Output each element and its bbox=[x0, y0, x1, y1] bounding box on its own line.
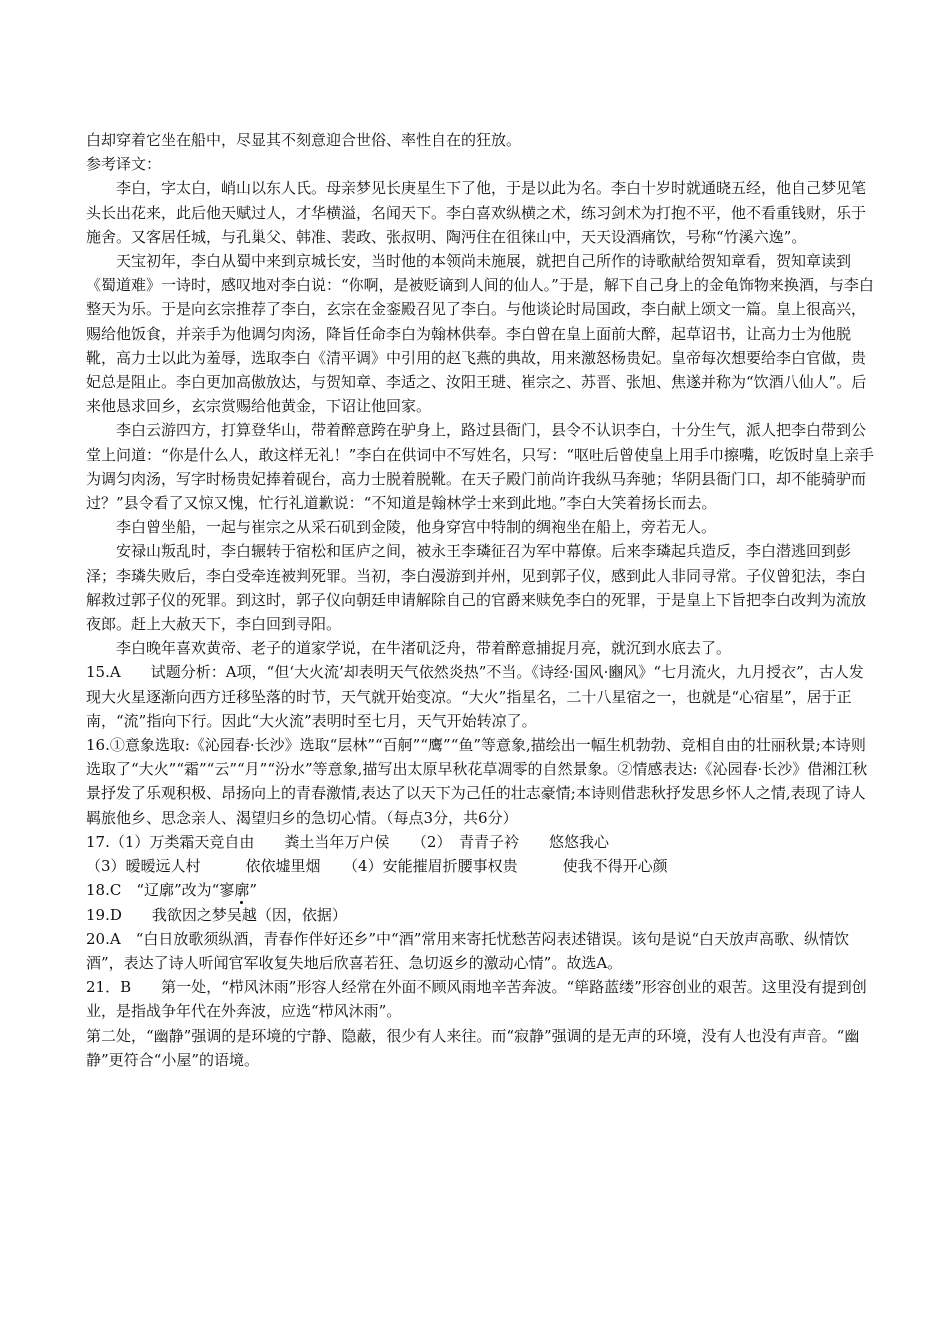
answer-20: 20.A “白日放歌须纵酒，青春作伴好还乡”中“酒”常用来寄托忧愁苦闷表述错误。该句是说“白天放声高歌、纵情饮酒”，表达了诗人听闻官军收复失地后欣喜若狂、急切返乡的激动心情”。故选A。 bbox=[86, 929, 850, 972]
answer-17-line-1: 17.（1）万类霜天竞自由 粪土当年万户侯 （2） 青青子衿 悠悠我心 bbox=[86, 832, 609, 851]
answer-18 bbox=[86, 878, 876, 902]
translation-paragraph: 李白晚年喜欢黄帝、老子的道家学说，在牛渚矶泛舟，带着醉意捕捉月亮，就沉到水底去了。 bbox=[116, 639, 732, 658]
answer-19: 19.D 我欲因之梦吴越（因，依据） bbox=[86, 905, 347, 924]
translation-paragraph: 安禄山叛乱时，李白辗转于宿松和匡庐之间，被永王李璘征召为军中幕僚。后来李璘起兵造反，李白潜逃回到彭泽；李璘失败后，李白受牵连被判死罪。当初，李白漫游到并州，见到郭子仪，感到此人非同寻常。子仪曾犯法，李白解救过郭子仪的死罪。到这时，郭子仪向朝廷申请解除自己的官爵来赎免李白的死罪，于是皇上下旨把李白改判为流放夜郎。赶上大赦天下，李白回到寻阳。 bbox=[86, 542, 867, 634]
answer-18-emphasis-char: 廓 bbox=[234, 881, 250, 900]
intro-line: 白却穿着它坐在船中，尽显其不刻意迎合世俗、率性自在的狂放。 bbox=[86, 131, 522, 149]
answer-21-part-1: 21．B 第一处，“栉风沐雨”形容人经常在外面不顾风雨地辛苦奔波。“筚路蓝缕”形容创业的艰苦。这里没有提到创业，是指战争年代在外奔波，应选“栉风沐雨”。 bbox=[86, 978, 867, 1021]
answer-17-line-2: （3）暧暧远人村 依依墟里烟 （4）安能摧眉折腰事权贵 使我不得开心颜 bbox=[86, 857, 668, 876]
document-page bbox=[86, 128, 876, 1072]
translation-paragraph: 李白曾坐船，一起与崔宗之从采石矶到金陵，他身穿宫中特制的绸袍坐在船上，旁若无人。 bbox=[116, 518, 717, 537]
translation-paragraph: 李白，字太白，峭山以东人氏。母亲梦见长庚星生下了他，于是以此为名。李白十岁时就通晓五经，他自己梦见笔头长出花来，此后他天赋过人，才华横溢，名闻天下。李白喜欢纵横之术，练习剑术为打抱不平，他不看重钱财，乐于施舍。又客居任城，与孔巢父、韩准、裴政、张叔明、陶沔住在徂徕山中，天天设酒痛饮，号称“竹溪六逸”。 bbox=[86, 179, 867, 246]
translation-label: 参考译文： bbox=[86, 155, 162, 174]
answer-16: 16.①意象选取:《沁园春·长沙》选取“层林”“百舸”“鹰”“鱼”等意象,描绘出一幅生机勃勃、竞相自由的壮丽秋景;本诗则选取了“大火”“霜”“云”“月”“汾水”等意象,描写出太原早秋花草凋零的自然景象。②情感表达:《沁园春·长沙》借湘江秋景抒发了乐观积极、昂扬向上的青春激情,表达了以天下为己任的壮志豪情;本诗则借悲秋抒发思乡怀人之情,表现了诗人羁旅他乡、思念亲人、渴望归乡的急切心情。（每点3分，共6分） bbox=[86, 736, 868, 827]
translation-paragraph: 李白云游四方，打算登华山，带着醉意跨在驴身上，路过县衙门，县令不认识李白，十分生气，派人把李白带到公堂上问道：“你是什么人，敢这样无礼！”李白在供词中不写姓名，只写：“呕吐后曾使皇上用手巾擦嘴，吃饭时皇上亲手为调匀肉汤，写字时杨贵妃捧着砚台，高力士脱着脱靴。在天子殿门前尚许我纵马奔驰；华阴县衙门口，却不能骑驴而过？”县令看了又惊又愧，忙行礼道歉说：“不知道是翰林学士来到此地。”李白大笑着扬长而去。 bbox=[86, 421, 875, 513]
translation-paragraph: 天宝初年，李白从蜀中来到京城长安，当时他的本领尚未施展，就把自己所作的诗歌献给贺知章看，贺知章读到《蜀道难》一诗时，感叹地对李白说：“你啊，是被贬谪到人间的仙人。”于是，解下自己身上的金龟饰物来换酒，与李白整天为乐。于是向玄宗推荐了李白，玄宗在金銮殿召见了李白。与他谈论时局国政，李白献上颂文一篇。皇上很高兴，赐给他饭食，并亲手为他调匀肉汤，降旨任命李白为翰林供奉。李白曾在皇上面前大醉，起草诏书，让高力士为他脱靴，高力士以此为羞辱，选取李白《清平调》中引用的赵飞燕的典故，用来激怒杨贵妃。皇帝每次想要给李白官做，贵妃总是阻止。李白更加高傲放达，与贺知章、李适之、汝阳王琎、崔宗之、苏晋、张旭、焦遂并称为“饮酒八仙人”。后来他恳求回乡，玄宗赏赐给他黄金，下诏让他回家。 bbox=[86, 252, 874, 416]
answer-15: 15.A 试题分析：A项，“但‘大火流’却表明天气依然炎热”不当。《诗经·国风·豳风》“七月流火，九月授衣”，古人发现大火星逐渐向西方迁移坠落的时节，天气就开始变凉。“大火”指星名，二十八星宿之一，也就是“心宿星”，居于正南，“流”指向下行。因此“大火流”表明时至七月，天气开始转凉了。 bbox=[86, 663, 864, 730]
answer-21-part-2: 第二处，“幽静”强调的是环境的宁静、隐蔽，很少有人来往。而“寂静”强调的是无声的环境，没有人也没有声音。“幽静”更符合“小屋”的语境。 bbox=[86, 1026, 860, 1069]
answer-18-text: 18.C “辽廓”改为“寥 bbox=[86, 881, 235, 900]
answer-18-close-quote: ” bbox=[249, 881, 258, 900]
